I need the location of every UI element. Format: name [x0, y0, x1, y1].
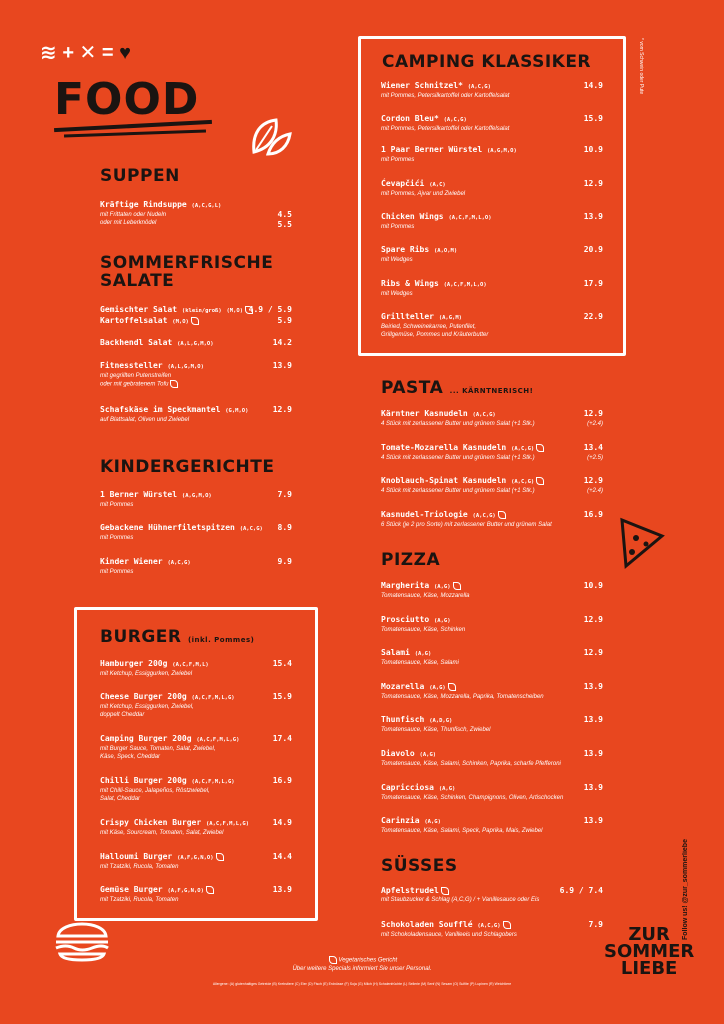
- menu-item: Kartoffelsalat (M,O) 5.9: [100, 316, 292, 325]
- logo-symbols: ≋ + ✕ = ♥: [40, 42, 131, 64]
- title-underline-2: [64, 130, 206, 138]
- menu-item: Thunfisch (A,D,G) Tomatensauce, Käse, Thunfisch, Zwiebel 13.9: [381, 715, 603, 733]
- footer-specials: Über weitere Specials informiert Sie unser Personal.: [292, 966, 432, 972]
- menu-item: Schafskäse im Speckmantel (G,M,O) auf Blattsalat, Oliven und Zwiebel 12.9: [100, 405, 292, 423]
- menu-item: 1 Berner Würstel (A,G,M,O) mit Pommes 7.9: [100, 490, 292, 508]
- menu-item: Knoblauch-Spinat Kasnudeln (A,C,G) 4 Stück mit zerlassener Butter und grünem Salat (+1 Stk.) 12.9 (+2.4): [381, 476, 603, 494]
- page-title: FOOD: [54, 74, 200, 125]
- menu-item: Fitnessteller (A,L,G,M,O) mit gegrillten Putenstreifen oder mit gebratenem Tofu 13.9: [100, 361, 292, 388]
- heart-icon: ♥: [119, 42, 131, 64]
- menu-item: Kinder Wiener (A,C,G) mit Pommes 9.9: [100, 557, 292, 575]
- menu-item: Backhendl Salat (A,L,G,M,O) 14.2: [100, 338, 292, 347]
- leaf-icon: [246, 112, 294, 160]
- menu-item: Chicken Wings (A,C,F,M,L,O) mit Pommes 13.9: [381, 212, 603, 230]
- footer-veg-legend: Vegetarisches Gericht: [0, 956, 724, 964]
- menu-item: Camping Burger 200g (A,C,F,M,L,G) mit Burger Sauce, Tomaten, Salat, Zwiebel, Käse, Speck, Cheddar 17.4: [100, 734, 292, 760]
- menu-item: Kärntner Kasnudeln (A,C,G) 4 Stück mit zerlassener Butter und grünem Salat (+1 Stk.) 12.9 (+2.4): [381, 409, 603, 427]
- menu-item: Salami (A,G) Tomatensauce, Käse, Salami 12.9: [381, 648, 603, 666]
- brand-logo: ZUR SOMMER LIEBE: [604, 924, 695, 979]
- pizza-slice-icon: [616, 514, 666, 570]
- section-title-salate: SOMMERFRISCHE SALATE: [100, 253, 274, 291]
- menu-item: Gemüse Burger (A,F,G,N,O) mit Tzatziki, Rucola, Tomaten 13.9: [100, 885, 292, 903]
- menu-item: Tomate-Mozarella Kasnudeln (A,C,G) 4 Stück mit zerlassener Butter und grünem Salat (+1 Stk.) 13.4 (+2.5): [381, 443, 603, 461]
- menu-item: Kasnudel-Triologie (A,C,G) 6 Stück (je 2 pro Sorte) mit zerlassener Butter und grünem Salat 16.9: [381, 510, 603, 528]
- menu-item: Gemischter Salat (klein/groß) (M,O) 4.9 / 5.9: [100, 305, 292, 314]
- side-note: * vom Schwein oder Pute: [638, 38, 644, 95]
- menu-item: Chilli Burger 200g (A,C,F,M,L,G) mit Chilli-Sauce, Jalapeños, Röstzwiebel, Salat, Cheddar 16.9: [100, 776, 292, 802]
- menu-item: Spare Ribs (A,O,M) mit Wedges 20.9: [381, 245, 603, 263]
- menu-item: Ribs & Wings (A,C,F,M,L,O) mit Wedges 17.9: [381, 279, 603, 297]
- menu-item: Wiener Schnitzel* (A,C,G) mit Pommes, Petersilkartoffel oder Kartoffelsalat 14.9: [381, 81, 603, 99]
- menu-item: 1 Paar Berner Würstel (A,G,M,O) mit Pommes 10.9: [381, 145, 603, 163]
- section-title-kindergerichte: KINDERGERICHTE: [100, 457, 275, 477]
- menu-item: Cheese Burger 200g (A,C,F,M,L,G) mit Ketchup, Essiggurken, Zwiebel, doppelt Cheddar 15.9: [100, 692, 292, 718]
- section-title-suppen: SUPPEN: [100, 166, 180, 186]
- menu-item: Grillteller (A,G,M) Beiried, Schweinekarree, Putenfilet, Grillgemüse, Pommes und Kräuterbutter 22.9: [381, 312, 603, 338]
- menu-item: Carinzia (A,G) Tomatensauce, Käse, Salami, Speck, Paprika, Mais, Zwiebel 13.9: [381, 816, 603, 834]
- menu-item: Hamburger 200g (A,C,F,M,L) mit Ketchup, Essiggurken, Zwiebel 15.4: [100, 659, 292, 677]
- menu-item: Schokoladen Soufflé (A,C,G) mit Schokoladensauce, Vanilleeis und Schlagobers 7.9: [381, 920, 603, 938]
- section-title-suesses: SÜSSES: [381, 856, 458, 876]
- burger-frame: [74, 607, 318, 921]
- menu-item: Gebackene Hühnerfiletspitzen (A,C,G) mit Pommes 8.9: [100, 523, 292, 541]
- menu-item: Prosciutto (A,G) Tomatensauce, Käse, Schinken 12.9: [381, 615, 603, 633]
- menu-item: Margherita (A,G) Tomatensauce, Käse, Mozzarella 10.9: [381, 581, 603, 599]
- footer-allergens: Allergene: (A) glutenhaltiges Getreide (B) Krebstiere (C) Eier (D) Fisch (E) Erdnüsse (F) Soja (G) Milch (H) Schalenfrüchte (L) Sellerie (M) Senf (N) Sesam (O) Sulfite (P) Lupinen (R) Weichtiere: [212, 982, 512, 986]
- section-title-pasta: PASTA ... KÄRNTNERISCH!: [381, 378, 534, 398]
- menu-item: Diavolo (A,G) Tomatensauce, Käse, Salami, Schinken, Paprika, scharfe Pfefferoni 13.9: [381, 749, 603, 767]
- menu-item: Halloumi Burger (A,F,G,N,O) mit Tzatziki, Rucola, Tomaten 14.4: [100, 852, 292, 870]
- section-title-camping: CAMPING KLASSIKER: [382, 52, 592, 72]
- menu-item: Crispy Chicken Burger (A,C,F,M,L,G) mit Käse, Sourcream, Tomaten, Salat, Zwiebel 14.9: [100, 818, 292, 836]
- menu-item: Capricciosa (A,G) Tomatensauce, Käse, Schinken, Champignons, Oliven, Artischocken 13.9: [381, 783, 603, 801]
- menu-item: Kräftige Rindsuppe (A,C,G,L) mit Frittaten oder Nudeln oder mit Leberknödel 4.5 5.5: [100, 200, 292, 229]
- section-title-pizza: PIZZA: [381, 550, 441, 570]
- menu-item: Ćevapčići (A,C) mit Pommes, Ajvar und Zwiebel 12.9: [381, 179, 603, 197]
- menu-item: Cordon Bleu* (A,C,G) mit Pommes, Petersilkartoffel oder Kartoffelsalat 15.9: [381, 114, 603, 132]
- section-title-burger: BURGER (inkl. Pommes): [100, 627, 255, 647]
- menu-item: Mozarella (A,G) Tomatensauce, Käse, Mozzarella, Paprika, Tomatenscheiben 13.9: [381, 682, 603, 700]
- menu-item: Apfelstrudel mit Staubzucker & Schlag (A,C,G) / + Vanillesauce oder Eis 6.9 / 7.4: [381, 886, 603, 903]
- social-handle[interactable]: Follow us! @zur_sommerliebe: [682, 839, 689, 940]
